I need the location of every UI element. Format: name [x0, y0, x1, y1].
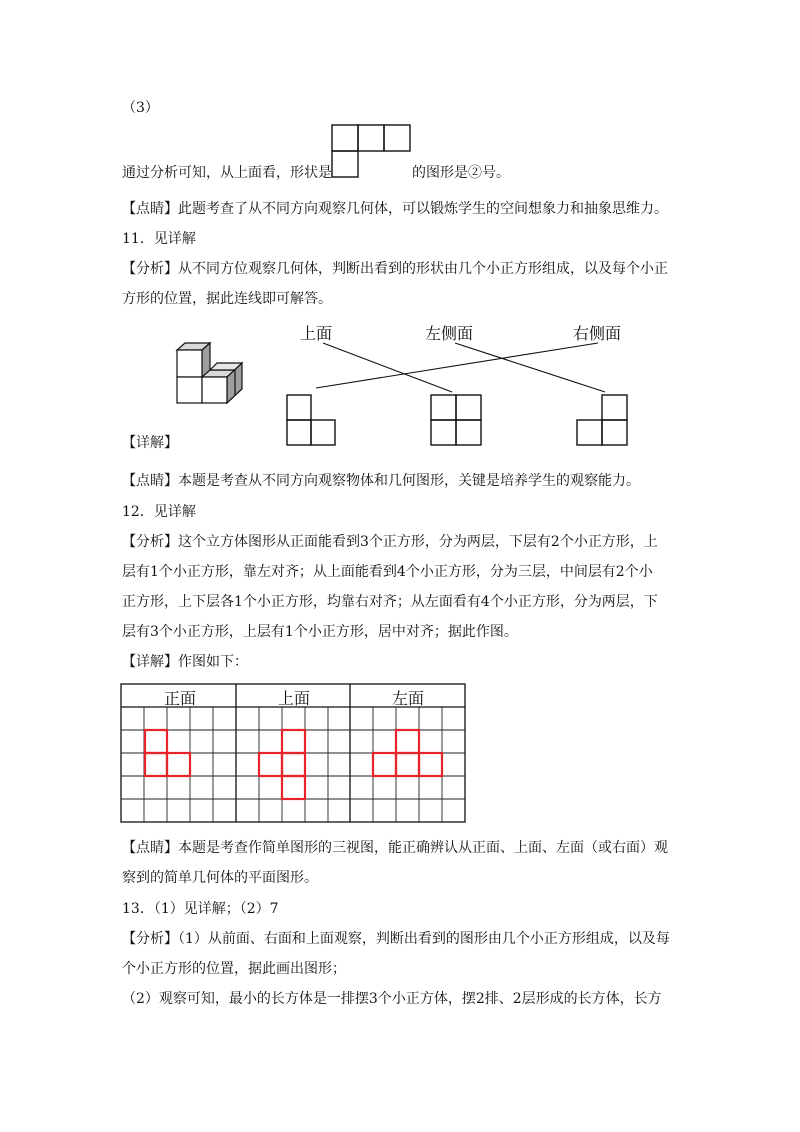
q11-view-shape-l — [287, 395, 335, 445]
q12-header-front: 正面 — [164, 689, 197, 708]
connect-line-top — [323, 343, 452, 392]
q12-header: 12．见详解 — [122, 504, 196, 520]
q13-analysis-line-1: 【分析】（1）从前面、右面和上面观察，判断出看到的图形由几个小正方形组成，以及每 — [122, 931, 670, 947]
q12-comment-line-2: 察到的简单几何体的平面图形。 — [122, 870, 318, 886]
q12-left-view-shape — [373, 730, 442, 776]
q11-cube-stack — [177, 343, 242, 403]
q10-square — [332, 125, 358, 151]
cube-face — [202, 343, 210, 377]
q12-front-view-shape — [145, 730, 190, 776]
q10-square — [358, 125, 384, 151]
q10-square — [384, 125, 410, 151]
q13-analysis-line-2: 个小正方形的位置，据此画出图形； — [122, 961, 346, 977]
cube-face — [177, 343, 210, 350]
cube-face — [202, 370, 235, 377]
q12-analysis-line-3: 正方形，上下层各1个小正方形，均靠右对齐；从左面看有4个小正方形，分为两层，下 — [122, 594, 658, 610]
q10-comment: 【点睛】此题考查了从不同方向观察几何体，可以锻炼学生的空间想象力和抽象思维力。 — [122, 201, 668, 217]
q11-label-top: 上面 — [300, 324, 333, 343]
q13-header: 13．（1）见详解；（2）7 — [122, 901, 279, 917]
q12-detail-label: 【详解】作图如下： — [122, 654, 248, 670]
q10-part3-label: （3） — [122, 100, 159, 116]
table-grid-lines — [121, 707, 465, 822]
q10-square — [332, 151, 358, 177]
q11-comment: 【点睛】本题是考查从不同方向观察物体和几何图形，关键是培养学生的观察能力。 — [122, 473, 640, 489]
cube-face — [177, 377, 202, 403]
q13-analysis-line-3: （2）观察可知，最小的长方体是一排摆3个小正方体，摆2排、2层形成的长方体，长方 — [122, 991, 662, 1007]
cube-face — [210, 363, 242, 370]
cube-face — [202, 377, 227, 403]
q11-detail-label: 【详解】 — [122, 435, 178, 451]
connect-line-right — [316, 343, 598, 388]
cube-face — [227, 363, 242, 403]
q11-header: 11．见详解 — [122, 231, 196, 247]
q11-view-shape-square — [431, 395, 481, 445]
q12-header-top: 上面 — [278, 689, 311, 708]
q10-analysis-prefix: 通过分析可知，从上面看，形状是 — [122, 165, 332, 181]
q12-analysis-line-4: 层有3个小正方形，上层有1个小正方形，居中对齐；据此作图。 — [122, 624, 518, 640]
q10-analysis-suffix: 的图形是②号。 — [412, 165, 510, 181]
q11-label-left: 左侧面 — [425, 324, 474, 343]
q11-analysis-line-1: 【分析】从不同方位观察几何体，判断出看到的形状由几个小正方形组成，以及每个小正 — [122, 261, 668, 277]
q12-top-view-shape — [259, 730, 305, 799]
connect-line-left — [455, 343, 605, 392]
q12-comment-line-1: 【点睛】本题是考查作简单图形的三视图，能正确辨认从正面、上面、左面（或右面）观 — [122, 840, 668, 856]
q11-connection-lines — [316, 343, 605, 392]
q11-analysis-line-2: 方形的位置，据此连线即可解答。 — [122, 291, 332, 307]
q12-analysis-line-2: 层有1个小正方形，靠左对齐；从上面能看到4个小正方形，分为三层，中间层有2个小 — [122, 564, 653, 580]
q11-label-right: 右侧面 — [573, 324, 622, 343]
q12-header-left: 左面 — [392, 689, 425, 708]
q11-view-shape-mirrored-l — [577, 395, 627, 445]
cube-face — [177, 350, 202, 377]
q12-analysis-line-1: 【分析】这个立方体图形从正面能看到3个正方形，分为两层，下层有2个小正方形，上 — [122, 534, 658, 550]
